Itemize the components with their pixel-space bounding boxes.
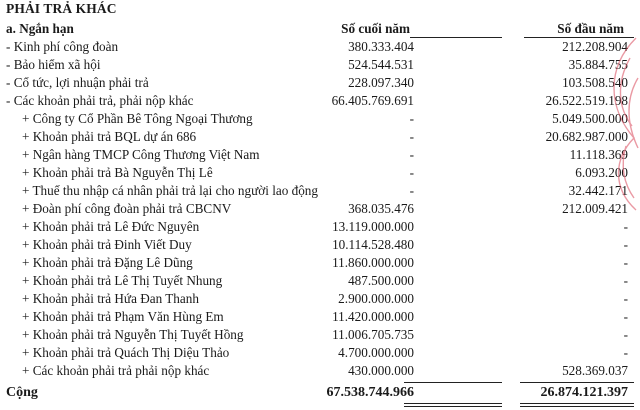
table-row (0, 362, 640, 380)
table-row (0, 290, 640, 308)
row-value-end: - (409, 183, 414, 198)
row-value-end: 11.860.000.000 (332, 255, 414, 270)
row-value-begin: - (623, 327, 628, 342)
total-double-rule-begin-1 (520, 403, 634, 404)
table-row (0, 236, 640, 254)
row-value-begin: - (623, 345, 628, 360)
table-row (0, 200, 640, 218)
row-label: + Khoản phải trả Lê Đức Nguyên (22, 219, 200, 234)
row-value-begin: - (623, 237, 628, 252)
row-value-begin: - (623, 273, 628, 288)
row-value-end: - (409, 165, 414, 180)
row-value-begin: 35.884.755 (568, 57, 628, 72)
row-value-begin: 26.522.519.198 (545, 93, 628, 108)
row-label: + Thuế thu nhập cá nhân phải trả lại cho người lao động (22, 183, 318, 198)
total-double-rule-end-1 (404, 403, 502, 404)
row-label: + Khoản phải trả Bà Nguyễn Thị Lê (22, 165, 213, 180)
row-value-end: 66.405.769.691 (331, 93, 414, 108)
row-value-begin: - (623, 255, 628, 270)
table-row (0, 254, 640, 272)
total-row (0, 384, 640, 402)
row-value-begin: 103.508.540 (562, 75, 628, 90)
table-row (0, 146, 640, 164)
row-label: + Khoản phải trả Phạm Văn Hùng Em (22, 309, 224, 324)
row-value-end: 524.544.531 (348, 57, 414, 72)
total-top-rule-end (404, 382, 502, 383)
row-label: - Kinh phí công đoàn (6, 39, 119, 54)
row-label: + Khoản phải trả Lê Thị Tuyết Nhung (22, 273, 223, 288)
row-label: + Khoản phải trả Quách Thị Diệu Thảo (22, 345, 230, 360)
table-row (0, 92, 640, 110)
total-value-end: 67.538.744.966 (326, 385, 414, 400)
row-label: + Đoàn phí công đoàn phải trả CBCNV (22, 201, 232, 216)
total-value-begin: 26.874.121.397 (540, 385, 628, 400)
table-row (0, 38, 640, 56)
row-label: + Công ty Cổ Phần Bê Tông Ngoại Thương (22, 111, 253, 126)
row-value-begin: 32.442.171 (568, 183, 628, 198)
total-double-rule-end-2 (404, 406, 502, 407)
section-title: PHẢI TRẢ KHÁC (6, 1, 117, 16)
row-label: + Khoản phải trả Đinh Viết Duy (22, 237, 192, 252)
row-value-begin: 212.208.904 (562, 39, 628, 54)
row-value-end: - (409, 147, 414, 162)
table-row (0, 164, 640, 182)
row-value-begin: 6.093.200 (575, 165, 628, 180)
total-double-rule-begin-2 (520, 406, 634, 407)
row-value-end: 11.006.705.735 (332, 327, 414, 342)
row-value-end: 10.114.528.480 (332, 237, 414, 252)
table-row (0, 218, 640, 236)
row-label: + Khoản phải trả Hứa Đan Thanh (22, 291, 199, 306)
total-label: Cộng (6, 385, 38, 400)
row-value-end: 13.119.000.000 (332, 219, 414, 234)
row-label: + Khoản phải trả Nguyễn Thị Tuyết Hồng (22, 327, 244, 342)
row-label: + Ngân hàng TMCP Công Thương Việt Nam (22, 147, 260, 162)
column-header-end-of-year: Số cuối năm (341, 21, 410, 36)
row-value-end: 487.500.000 (348, 273, 414, 288)
table-row (0, 344, 640, 362)
row-value-end: 430.000.000 (348, 363, 414, 378)
table-row (0, 110, 640, 128)
row-label: - Bảo hiểm xã hội (6, 57, 101, 72)
table-row (0, 272, 640, 290)
row-value-end: 2.900.000.000 (338, 291, 414, 306)
row-value-end: 11.420.000.000 (332, 309, 414, 324)
table-row (0, 308, 640, 326)
table-row (0, 56, 640, 74)
table-row (0, 182, 640, 200)
row-label: + Khoản phải trả Đặng Lê Dũng (22, 255, 193, 270)
row-value-end: 380.333.404 (348, 39, 414, 54)
row-value-end: - (409, 129, 414, 144)
table-row (0, 128, 640, 146)
table-row (0, 74, 640, 92)
row-value-begin: 212.009.421 (562, 201, 628, 216)
row-value-begin: 20.682.987.000 (545, 129, 628, 144)
row-label: + Khoản phải trả BQL dự án 686 (22, 129, 197, 144)
row-value-begin: 528.369.037 (562, 363, 628, 378)
section-label: a. Ngắn hạn (6, 21, 74, 36)
row-value-end: 4.700.000.000 (338, 345, 414, 360)
row-value-begin: 11.118.369 (569, 147, 628, 162)
table-row (0, 326, 640, 344)
row-label: - Cổ tức, lợi nhuận phải trả (6, 75, 149, 90)
row-label: - Các khoản phải trả, phải nộp khác (6, 93, 194, 108)
total-top-rule-begin (520, 382, 634, 383)
column-header-beginning-of-year: Số đầu năm (557, 21, 624, 36)
row-value-begin: 5.049.500.000 (552, 111, 628, 126)
table-header-row (0, 20, 640, 38)
row-value-end: 368.035.476 (348, 201, 414, 216)
row-value-end: 228.097.340 (348, 75, 414, 90)
row-value-begin: - (623, 291, 628, 306)
row-value-end: - (409, 111, 414, 126)
row-value-begin: - (623, 309, 628, 324)
row-value-begin: - (623, 219, 628, 234)
row-label: + Các khoản phải trả phải nộp khác (22, 363, 210, 378)
